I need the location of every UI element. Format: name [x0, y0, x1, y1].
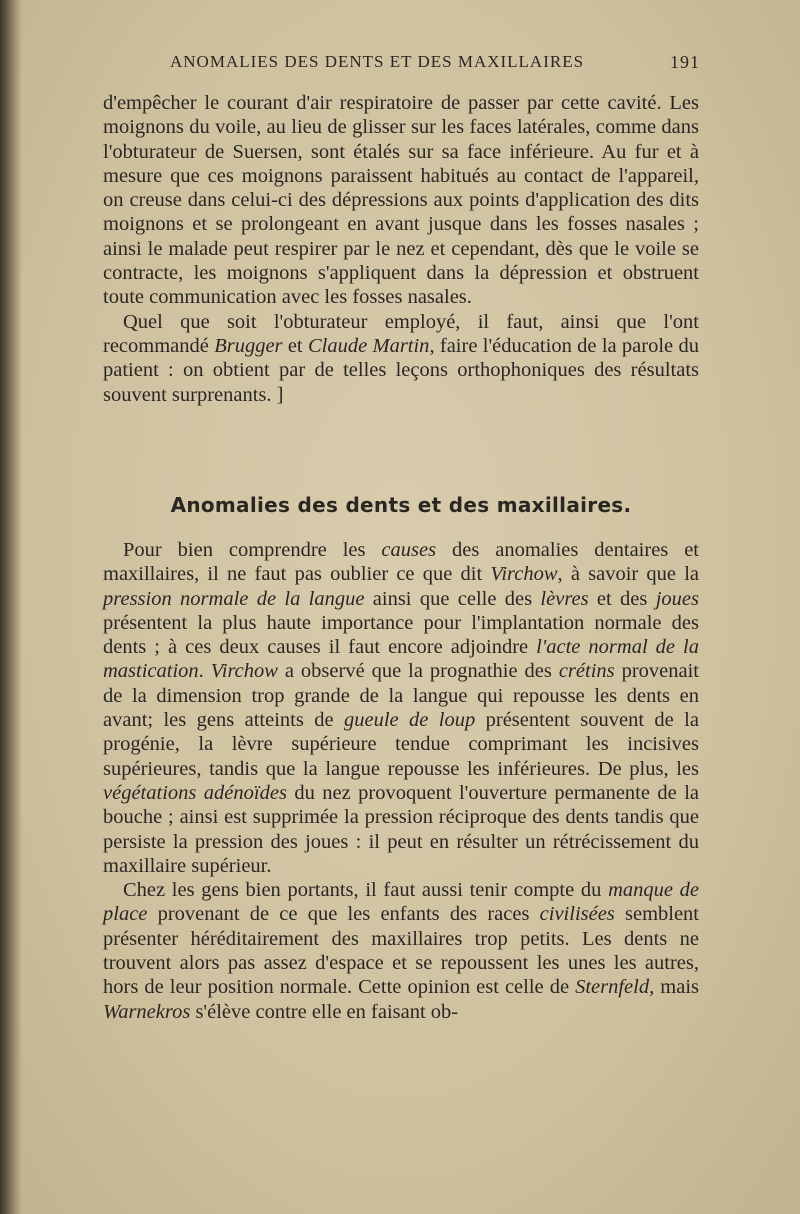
paragraph: Pour bien comprendre les causes des anomalies dentaires et maxillaires, il ne faut pas oublier ce que dit Virchow, à savoir que la pression normale de la langue ainsi que celle des lèvres et des joues présentent la plus haute importance pour l'implantation normale des dents ; à ces deux causes il faut encore adjoindre l'acte normal de la mastication. Virchow a observé que la prognathie des crétins provenait de la dimension trop grande de la langue qui repousse les dents en avant; les gens atteints de gueule de loup présentent souvent de la progénie, la lèvre supérieure tendue comprimant les incisives supérieures, tandis que la langue repousse les inférieures. De plus, les végétations adénoïdes du nez provoquent l'ouverture permanente de la bouche ; ainsi est supprimée la pression réciproque des dents tandis que persiste la pression des joues : il peut en résulter un rétrécissement du maxillaire supérieur. — [103, 539, 699, 877]
page-number: 191 — [670, 52, 700, 72]
text-block-top — [103, 91, 699, 407]
paragraph: d'empêcher le courant d'air respiratoire de passer par cette cavité. Les moignons du voile, au lieu de glisser sur les faces latérales, comme dans l'obturateur de Suersen, sont étalés sur sa face inférieure. Au fur et à mesure que ces moignons paraissent habitués au contact de l'appareil, on creuse dans celui-ci des dépressions aux points d'application des dits moignons et se prolongeant en avant jusque dans les fosses nasales ; ainsi le malade peut respirer par le nez et cependant, dès que le voile se contracte, les moignons s'appliquent dans la dépression et obstruent toute communication avec les fosses nasales. — [103, 92, 699, 309]
running-title: ANOMALIES DES DENTS ET DES MAXILLAIRES — [170, 52, 585, 71]
running-header — [170, 52, 700, 78]
paragraph: Quel que soit l'obturateur employé, il faut, ainsi que l'ont recommandé Brugger et Claude Martin, faire l'éducation de la parole du patient : on obtient par de telles leçons orthophoniques des résultats souvent surprenants. ] — [103, 310, 699, 406]
text-block-bottom — [103, 538, 699, 1024]
book-spine-shadow — [0, 0, 22, 1214]
paragraph: Chez les gens bien portants, il faut aussi tenir compte du manque de place provenant de ce que les enfants des races civilisées semblent présenter héréditairement des maxillaires trop petits. Les dents ne trouvent alors pas assez d'espace et se repoussent les unes les autres, hors de leur position normale. Cette opinion est celle de Sternfeld, mais Warnekros s'élève contre elle en faisant ob- — [103, 879, 700, 1023]
section-heading: Anomalies des dents et des maxillaires. — [170, 493, 632, 517]
